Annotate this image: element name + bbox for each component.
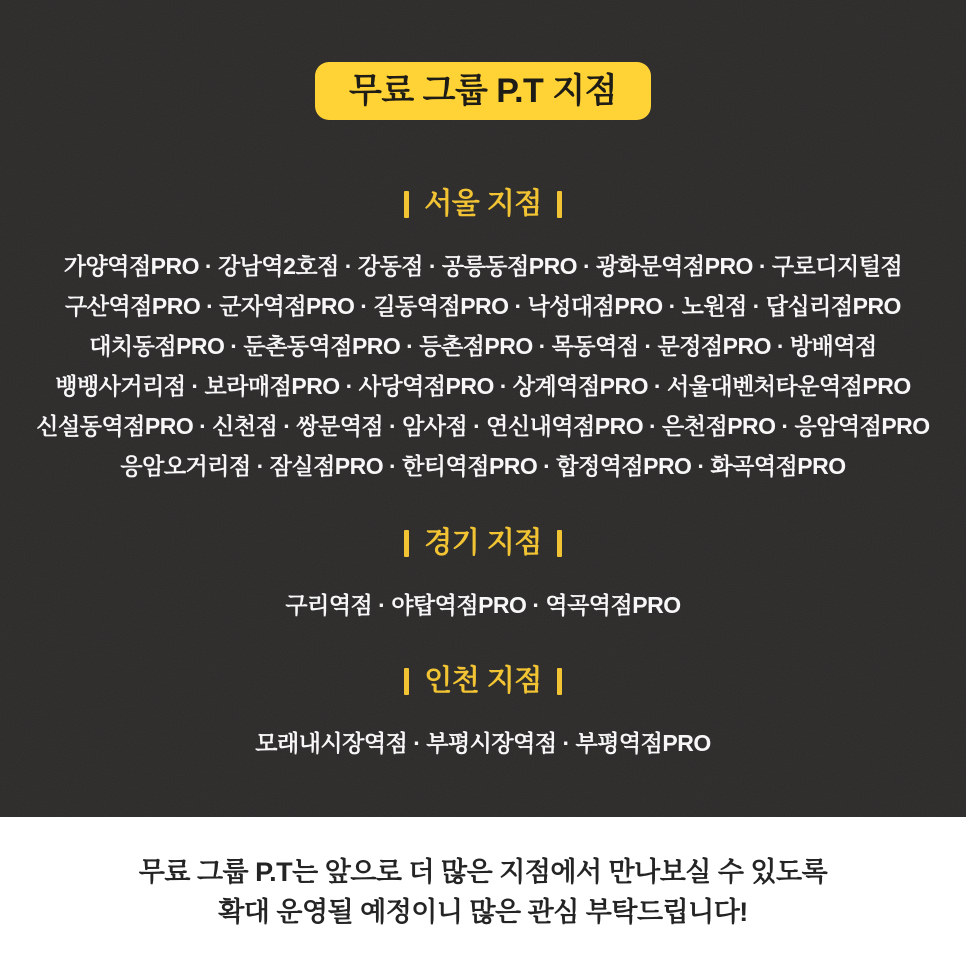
title-bar-right bbox=[557, 191, 562, 218]
title-bar-right bbox=[557, 668, 562, 695]
branch-line: 신설동역점PRO · 신천점 · 쌍문역점 · 암사점 · 연신내역점PRO · 은천점PRO · 응암역점PRO bbox=[36, 413, 930, 439]
title-badge bbox=[315, 62, 651, 120]
footer-line-1: 무료 그룹 P.T는 앞으로 더 많은 지점에서 만나보실 수 있도록 bbox=[138, 856, 828, 887]
section-seoul bbox=[0, 186, 966, 486]
incheon-branch-list bbox=[0, 723, 966, 763]
gyeonggi-branch-list bbox=[0, 585, 966, 625]
section-title-gyeonggi bbox=[0, 525, 966, 561]
title-bar-left bbox=[404, 530, 409, 557]
branch-line: 뱅뱅사거리점 · 보라매점PRO · 사당역점PRO · 상계역점PRO · 서울대벤처타운역점PRO bbox=[55, 373, 911, 399]
seoul-branch-list bbox=[0, 246, 966, 486]
section-title-label: 경기 지점 bbox=[424, 527, 542, 559]
branch-line: 구리역점 · 야탑역점PRO · 역곡역점PRO bbox=[285, 592, 681, 618]
footer-note bbox=[0, 817, 966, 966]
title-badge-label: 무료 그룹 P.T 지점 bbox=[349, 72, 617, 110]
branch-line: 대치동점PRO · 둔촌동역점PRO · 등촌점PRO · 목동역점 · 문정점PRO · 방배역점 bbox=[89, 333, 877, 359]
section-incheon bbox=[0, 663, 966, 763]
section-title-seoul bbox=[0, 186, 966, 222]
branch-line: 응암오거리점 · 잠실점PRO · 한티역점PRO · 합정역점PRO · 화곡역점PRO bbox=[120, 453, 846, 479]
section-title-label: 인천 지점 bbox=[424, 665, 542, 697]
branch-line: 가양역점PRO · 강남역2호점 · 강동점 · 공릉동점PRO · 광화문역점PRO · 구로디지털점 bbox=[63, 253, 903, 279]
section-title-incheon bbox=[0, 663, 966, 699]
footer-line-2: 확대 운영될 예정이니 많은 관심 부탁드립니다! bbox=[218, 896, 748, 927]
branch-line: 구산역점PRO · 군자역점PRO · 길동역점PRO · 낙성대점PRO · 노원점 · 답십리점PRO bbox=[65, 293, 901, 319]
branch-line: 모래내시장역점 · 부평시장역점 · 부평역점PRO bbox=[255, 730, 711, 756]
title-bar-left bbox=[404, 668, 409, 695]
title-bar-left bbox=[404, 191, 409, 218]
section-gyeonggi bbox=[0, 525, 966, 625]
section-title-label: 서울 지점 bbox=[424, 188, 542, 220]
title-bar-right bbox=[557, 530, 562, 557]
